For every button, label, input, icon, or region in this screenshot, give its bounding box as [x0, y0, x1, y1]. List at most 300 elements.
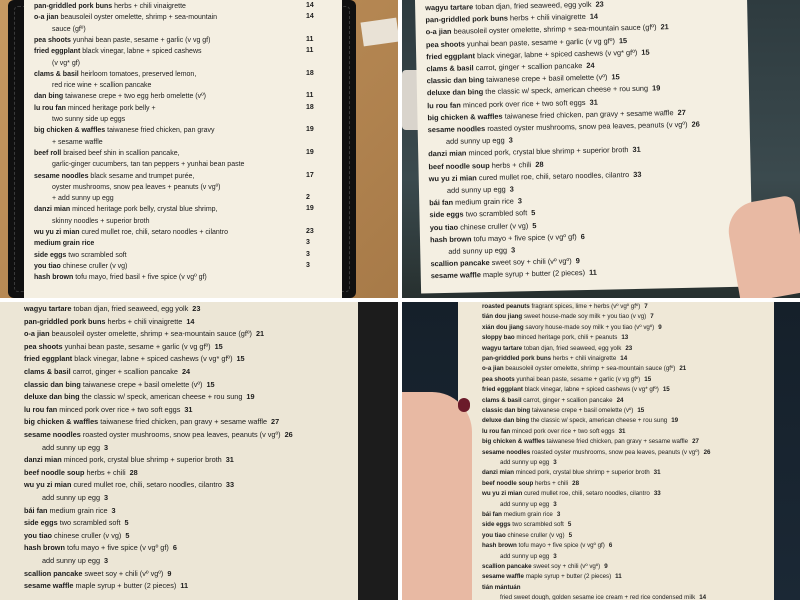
- menu-item-price: 3: [510, 245, 516, 255]
- menu-item: [482, 479, 579, 488]
- menu-item-price: 14: [589, 11, 599, 22]
- menu-item-price: 23: [625, 344, 633, 352]
- menu-item: [500, 458, 557, 467]
- menu-item-name: pan-griddled pork buns: [482, 355, 552, 362]
- menu-item: [429, 170, 642, 183]
- menu-item-description: add sunny up egg: [42, 493, 101, 502]
- menu-item-description: sweet soy + chili (vº vgº): [84, 568, 164, 578]
- menu-item: [482, 427, 625, 436]
- menu-item-description: minced heritage pork, chili + peanuts: [516, 334, 618, 342]
- menu-item-name: fried eggplant: [34, 48, 81, 56]
- menu-item-price: 15: [206, 379, 215, 389]
- menu-item-name: scallion pancake: [24, 568, 83, 578]
- menu-item-price: 18: [306, 69, 314, 77]
- menu-item-name: wagyu tartare: [425, 2, 474, 13]
- menu-item-description: minced pork over rice + two soft eggs: [59, 404, 181, 414]
- menu-item-price: 3: [509, 184, 514, 194]
- menu-item: [24, 430, 293, 439]
- menu-item-description: two sunny side up eggs: [52, 116, 126, 123]
- menu-item-description: minced pork, crystal blue shrimp + superior broth: [63, 455, 222, 465]
- menu-item-description: add sunny up egg: [500, 552, 550, 560]
- menu-item-price: 7: [644, 303, 648, 310]
- menu-item: [42, 556, 108, 565]
- menu-item-name: wagyu tartare: [482, 344, 523, 352]
- menu-item-description: beausoleil oyster omelette, shrimp + sea-mountain: [60, 14, 218, 22]
- menu-item-price: 11: [588, 268, 597, 278]
- menu-item-price: 3: [104, 493, 109, 502]
- menu-item: [427, 72, 620, 85]
- menu-item: [482, 396, 623, 405]
- menu-item-price: 5: [567, 521, 572, 529]
- menu-item-name: bái fan: [482, 511, 502, 518]
- menu-item-name: hash brown: [34, 274, 74, 282]
- menu-item-price: 5: [532, 220, 537, 230]
- menu-item-description: roasted oyster mushrooms, snow pea leaves, peanuts (v vgº): [487, 119, 688, 134]
- menu-item: [52, 194, 114, 203]
- menu-item-price: 19: [306, 205, 314, 213]
- menu-item-description: sauce (gfº): [52, 25, 86, 33]
- menu-item-description: add sunny up egg: [500, 500, 550, 508]
- menu-item-price: 21: [660, 22, 669, 32]
- menu-item-description: taiwanese crepe + basil omelette (vº): [531, 407, 634, 414]
- menu-item-name: you tiao: [24, 530, 52, 540]
- menu-item: [482, 562, 608, 571]
- menu-item-price: 9: [167, 568, 172, 578]
- menu-item-description: + add sunny up egg: [52, 195, 114, 203]
- menu-item-description: cured mullet roe, chili, setaro noodles, cilantro: [478, 169, 630, 183]
- menu-item: [482, 437, 699, 446]
- photo-panel-2: [402, 0, 800, 298]
- menu-item-name: wu yu zi mian: [482, 490, 523, 498]
- menu-item-description: tofu mayo + five spice (v vgº gf): [66, 543, 169, 553]
- menu-item-name: lu rou fan: [24, 404, 58, 414]
- menu-item-description: toban djan, fried seaweed, egg yolk: [73, 304, 189, 313]
- menu-sheet-2: [415, 0, 753, 293]
- menu-item-description: yunhai bean paste, sesame + garlic (v vg gfº): [64, 341, 211, 351]
- menu-item-name: beef noodle soup: [428, 160, 490, 171]
- menu-item-description: braised beef shin in scallion pancake,: [63, 149, 180, 157]
- menu-item: [482, 572, 622, 581]
- menu-item: [482, 489, 661, 498]
- menu-item-price: 3: [306, 250, 310, 258]
- menu-item-description: add sunny up egg: [446, 184, 506, 195]
- menu-item: [430, 256, 579, 268]
- menu-item-description: add sunny up egg: [42, 442, 101, 452]
- menu-item-name: sesame waffle: [430, 270, 481, 281]
- menu-item-description: maple syrup + butter (2 pieces): [482, 268, 586, 280]
- menu-item-description: taiwanese fried chicken, pan gravy + sesame waffle: [100, 417, 268, 427]
- menu-item: [34, 149, 180, 158]
- menu-item-description: sweet soy + chili (vº vgº): [491, 256, 572, 268]
- menu-item-name: danzi mian: [34, 206, 71, 214]
- menu-item-description: minced pork over rice + two soft eggs: [511, 427, 615, 435]
- menu-item: [52, 25, 86, 34]
- menu-item: [427, 97, 598, 110]
- menu-item-description: red rice wine + scallion pancake: [52, 82, 152, 90]
- menu-item-price: 33: [225, 480, 235, 490]
- menu-item: [427, 84, 661, 98]
- menu-item-name: big chicken & waffles: [34, 127, 106, 135]
- menu-item-description: chinese cruller (v vg): [62, 262, 128, 270]
- menu-item: [446, 136, 513, 146]
- menu-item-name: roasted peanuts: [482, 303, 530, 310]
- menu-item: [24, 317, 194, 326]
- menu-item-name: lu rou fan: [482, 427, 511, 435]
- menu-item-description: black vinegar, labne + spiced cashews (v vg* gfº): [74, 354, 233, 364]
- menu-item-description: toban djan, fried seaweed, egg yolk: [523, 344, 622, 352]
- menu-item-name: classic dan bing: [24, 379, 81, 389]
- menu-item-name: sesame waffle: [482, 573, 524, 581]
- photo-panel-4: [402, 302, 800, 600]
- menu-item-name: sesame waffle: [24, 581, 74, 591]
- menu-item-name: fried eggplant: [426, 51, 476, 62]
- menu-item: [34, 239, 94, 248]
- menu-item: [500, 593, 706, 600]
- menu-item-name: deluxe dan bing: [426, 87, 484, 98]
- menu-item-name: danzi mian: [24, 455, 62, 465]
- menu-item: [34, 262, 127, 271]
- menu-item-price: 18: [306, 103, 314, 111]
- menu-item-name: o-a jian: [24, 329, 50, 339]
- menu-item-description: beausoleil oyster omelette, shrimp + sea-mountain sauce (gfº): [505, 365, 676, 373]
- menu-item-description: sweet soy + chili (vº vgº): [533, 563, 601, 570]
- menu-item-price: 9: [604, 563, 608, 570]
- menu-item-name: pan-griddled pork buns: [34, 3, 113, 10]
- menu-item-price: 15: [611, 72, 620, 82]
- menu-item-price: 31: [653, 469, 661, 477]
- menu-item-name: wagyu tartare: [24, 304, 72, 313]
- menu-item-description: two scrambled soft: [512, 521, 564, 529]
- menu-item-name: hash brown: [482, 542, 517, 550]
- menu-item-price: 28: [572, 479, 580, 487]
- menu-item-description: the classic w/ speck, american cheese + rou sung: [485, 84, 649, 97]
- menu-item-name: dan bing: [34, 93, 64, 101]
- menu-item-name: side eggs: [24, 518, 58, 528]
- menu-item-name: beef roll: [34, 149, 62, 157]
- menu-item-description: carrot, ginger + scallion pancake: [523, 396, 613, 404]
- menu-item-description: medium grain rice: [49, 505, 108, 515]
- menu-item-description: herbs + chili: [534, 479, 569, 487]
- menu-item-description: medium grain rice: [455, 196, 514, 207]
- menu-item-price: 5: [125, 530, 130, 540]
- menu-item-price: 11: [306, 35, 314, 43]
- menu-item-name: sesame noodles: [482, 448, 531, 456]
- menu-item-name: scallion pancake: [430, 258, 490, 269]
- menu-item-price: 14: [699, 594, 707, 600]
- menu-item-description: taiwanese crepe + two egg herb omelette (vº): [65, 93, 207, 101]
- menu-item-price: 15: [618, 35, 628, 45]
- menu-item-description: maple syrup + butter (2 pieces): [525, 573, 612, 581]
- menu-item: [34, 92, 206, 101]
- menu-item: [24, 405, 192, 414]
- menu-item-price: 19: [671, 417, 679, 425]
- menu-item-description: + sesame waffle: [52, 138, 103, 146]
- menu-item-name: o-a jian: [482, 365, 504, 373]
- napkin-corner: [361, 18, 398, 47]
- menu-item-price: 14: [620, 355, 628, 362]
- photo-panel-1: [0, 0, 398, 298]
- photo-panel-3: [0, 302, 398, 600]
- menu-item-price: 5: [531, 208, 536, 218]
- menu-item-name: xián dou jiang: [482, 323, 524, 331]
- menu-item: [482, 312, 654, 321]
- menu-item-description: two scrambled soft: [59, 518, 121, 528]
- menu-item-description: fried sweet dough, golden sesame ice cream + red rice condensed milk: [500, 594, 696, 600]
- menu-item-description: cured mullet roe, chili, setaro noodles, cilantro: [73, 480, 222, 490]
- menu-item: [428, 145, 641, 158]
- menu-item-price: 11: [306, 47, 314, 55]
- menu-item-price: 3: [556, 511, 561, 518]
- menu-item-name: tián dou jiang: [482, 313, 523, 321]
- menu-item-description: minced pork, crystal blue shrimp + superior broth: [468, 145, 629, 158]
- menu-item: [482, 364, 686, 373]
- menu-item: [34, 2, 186, 11]
- menu-item-description: beausoleil oyster omelette, shrimp + sea-mountain sauce (gfº): [51, 329, 252, 339]
- menu-item-description: herbs + chili vinaigrette: [107, 316, 183, 326]
- menu-item-price: 33: [633, 169, 642, 179]
- menu-item-description: savory house-made soy milk + you tiao (vº vgº): [525, 323, 655, 331]
- menu-item-description: the classic w/ speck, american cheese + rou sung: [81, 392, 243, 402]
- menu-item-price: 3: [517, 196, 523, 206]
- menu-item: [431, 268, 597, 280]
- menu-item: [482, 583, 525, 592]
- menu-item-description: black vinegar, labne + spiced cashews: [82, 48, 202, 56]
- menu-item: [447, 184, 514, 194]
- menu-item: [448, 245, 515, 255]
- menu-item-price: 31: [184, 404, 193, 414]
- menu-item: [52, 138, 103, 147]
- menu-item-price: 19: [652, 83, 661, 93]
- menu-item-price: 28: [535, 159, 544, 169]
- menu-item-description: herbs + chili vinaigrette: [114, 3, 186, 10]
- menu-item: [24, 367, 190, 376]
- menu-item: [430, 221, 537, 232]
- menu-item-price: 19: [306, 148, 314, 156]
- menu-item-price: 5: [568, 531, 573, 539]
- menu-item-price: 31: [632, 145, 641, 155]
- menu-item-price: 15: [641, 47, 650, 57]
- menu-item: [430, 232, 585, 244]
- menu-item-name: pea shoots: [34, 36, 71, 44]
- menu-item-price: 27: [692, 438, 699, 446]
- menu-item: [24, 506, 116, 515]
- menu-item: [482, 541, 612, 550]
- menu-item-name: big chicken & waffles: [482, 438, 545, 446]
- menu-item-description: tofu mayo + five spice (v vgº gf): [518, 542, 605, 550]
- menu-item-price: 3: [553, 552, 557, 560]
- menu-item-description: (v vg* gf): [52, 59, 81, 67]
- menu-item-description: yunhai bean paste, sesame + garlic (v vg gf): [72, 36, 211, 44]
- menu-item-name: sesame noodles: [24, 430, 81, 439]
- menu-item: [52, 59, 80, 68]
- menu-item-name: fried eggplant: [24, 354, 73, 364]
- menu-item-price: 5: [124, 518, 129, 528]
- menu-item: [52, 115, 125, 124]
- menu-item-price: 14: [306, 2, 314, 9]
- menu-item-description: roasted oyster mushrooms, snow pea leaves, peanuts (v vgº): [82, 430, 281, 439]
- menu-item-name: beef noodle soup: [482, 479, 534, 487]
- menu-item: [482, 448, 710, 457]
- menu-item-name: side eggs: [429, 209, 464, 220]
- menu-item-name: pan-griddled pork buns: [425, 13, 509, 25]
- menu-item-price: 31: [225, 455, 234, 465]
- menu-item: [482, 468, 661, 477]
- menu-item-price: 6: [580, 231, 585, 241]
- menu-item-description: chinese cruller (v vg): [460, 220, 529, 232]
- menu-item-price: 24: [181, 367, 191, 376]
- menu-item-description: taiwanese crepe + basil omelette (vº): [486, 72, 608, 85]
- menu-sheet-3: [0, 302, 358, 600]
- menu-item-name: medium grain rice: [34, 240, 95, 248]
- menu-item: [500, 552, 557, 561]
- menu-item-price: 28: [129, 467, 138, 477]
- menu-item-price: 19: [246, 392, 255, 402]
- menu-item: [34, 126, 215, 135]
- menu-item: [24, 417, 279, 426]
- menu-item-price: 21: [679, 365, 687, 373]
- menu-item: [34, 104, 156, 113]
- menu-item: [482, 333, 628, 342]
- menu-item-price: 3: [306, 261, 310, 269]
- menu-item: [42, 443, 108, 452]
- menu-item: [426, 36, 627, 49]
- menu-item-name: sesame noodles: [34, 172, 89, 180]
- menu-item: [42, 493, 108, 502]
- menu-item-price: 23: [306, 228, 314, 235]
- menu-item-description: minced heritage pork belly, crystal blue shrimp,: [72, 206, 218, 214]
- menu-item-name: clams & basil: [426, 63, 474, 74]
- menu-item-description: yunhai bean paste, sesame + garlic (v vg gfº): [466, 35, 615, 49]
- menu-item-name: you tiao: [429, 222, 459, 232]
- menu-item-price: 14: [186, 316, 195, 326]
- menu-item-price: 3: [104, 442, 109, 452]
- menu-item-name: o-a jian: [34, 14, 59, 22]
- menu-item: [52, 183, 221, 192]
- menu-item: [34, 13, 217, 22]
- menu-item-name: side eggs: [34, 251, 67, 259]
- menu-item-name: clams & basil: [482, 396, 522, 404]
- menu-item-name: classic dan bing: [426, 75, 485, 86]
- menu-item-price: 26: [284, 430, 293, 439]
- menu-item-name: sloppy bao: [482, 334, 515, 342]
- menu-item-name: you tiao: [482, 531, 506, 539]
- menu-item-name: lu rou fan: [34, 104, 66, 112]
- menu-item-price: 3: [508, 135, 513, 145]
- menu-item-description: carrot, ginger + scallion pancake: [475, 61, 583, 73]
- menu-item: [24, 581, 188, 590]
- menu-item-description: toban djan, fried seaweed, egg yolk: [475, 0, 592, 12]
- menu-item-name: hash brown: [24, 543, 65, 553]
- menu-item: [482, 385, 670, 394]
- menu-item: [34, 273, 207, 282]
- menu-item: [24, 392, 255, 401]
- menu-item-description: black sesame and trumpet purée,: [90, 172, 195, 180]
- menu-item: [34, 47, 202, 56]
- menu-item-name: beef noodle soup: [24, 467, 85, 477]
- menu-item: [24, 569, 171, 578]
- menu-item: [482, 416, 678, 425]
- menu-item-price: 26: [691, 119, 700, 129]
- menu-item-description: the classic w/ speck, american cheese + rou sung: [530, 417, 668, 425]
- menu-item-description: two scrambled soft: [68, 251, 127, 259]
- menu-item-description: minced heritage pork belly +: [67, 104, 156, 112]
- menu-item-name: wu yu zi mian: [24, 480, 72, 490]
- menu-item-description: add sunny up egg: [445, 135, 505, 147]
- menu-item: [34, 251, 127, 260]
- menu-item-description: herbs + chili vinaigrette: [552, 355, 617, 362]
- menu-item-description: yunhai bean paste, sesame + garlic (v vg gfº): [516, 375, 641, 383]
- menu-item-description: black vinegar, labne + spiced cashews (v vg* gfº): [477, 47, 638, 61]
- menu-item: [482, 302, 648, 311]
- menu-item-price: 23: [192, 304, 201, 313]
- menu-item-name: deluxe dan bing: [482, 417, 530, 425]
- menu-item-description: tofu mayo + five spice (v vgº gf): [473, 231, 577, 244]
- menu-item-description: taiwanese fried chicken, pan gravy + sesame waffle: [504, 107, 674, 121]
- menu-item: [482, 510, 560, 519]
- menu-item: [500, 500, 557, 509]
- menu-item: [482, 344, 632, 353]
- menu-item: [24, 354, 245, 363]
- menu-item-name: big chicken & waffles: [427, 111, 503, 123]
- menu-item-price: 23: [595, 0, 604, 9]
- menu-item-description: herbs + chili: [491, 159, 532, 170]
- menu-item: [34, 172, 194, 181]
- menu-item-price: 24: [586, 60, 595, 70]
- menu-item: [34, 36, 210, 45]
- menu-item: [34, 228, 228, 237]
- menu-item-name: scallion pancake: [482, 563, 532, 570]
- menu-item-name: danzi mian: [428, 148, 467, 159]
- menu-item-description: minced pork over rice + two soft eggs: [462, 97, 586, 110]
- menu-item-name: tián mántuán: [482, 583, 521, 591]
- menu-item: [24, 480, 234, 489]
- menu-item-price: 9: [575, 256, 580, 266]
- menu-item-description: black vinegar, labne + spiced cashews (v vg* gfº): [524, 386, 659, 394]
- menu-item: [34, 205, 218, 214]
- menu-item-price: 9: [658, 323, 662, 331]
- menu-item-price: 15: [214, 341, 223, 351]
- menu-item-description: taiwanese fried chicken, pan gravy + sesame waffle: [546, 438, 689, 446]
- menu-item: [482, 531, 572, 540]
- menu-item-name: sesame noodles: [427, 124, 486, 135]
- menu-item: [24, 342, 223, 351]
- menu-item: [34, 70, 196, 79]
- menu-item-name: o-a jian: [425, 27, 452, 37]
- menu-item-price: 2: [306, 194, 310, 202]
- menu-item-price: 11: [615, 573, 622, 581]
- menu-item-description: carrot, ginger + scallion pancake: [72, 367, 178, 376]
- menu-item-price: 31: [589, 97, 598, 107]
- menu-item-price: 15: [236, 354, 245, 364]
- menu-item-name: big chicken & waffles: [24, 417, 99, 427]
- menu-item-name: fried eggplant: [482, 386, 523, 394]
- menu-item-name: pea shoots: [24, 341, 63, 351]
- menu-item-price: 15: [637, 407, 645, 414]
- menu-item-description: cured mullet roe, chili, setaro noodles, cilantro: [523, 490, 650, 498]
- menu-item: [24, 304, 200, 313]
- menu-item-description: chinese cruller (v vg): [54, 530, 122, 540]
- menu-item: [482, 375, 651, 384]
- menu-item-description: roasted oyster mushrooms, snow pea leaves, peanuts (v vgº): [531, 448, 700, 456]
- menu-item-price: 6: [608, 542, 613, 550]
- menu-item-description: taiwanese crepe + basil omelette (vº): [82, 379, 203, 389]
- menu-item-description: chinese cruller (v vg): [507, 531, 565, 539]
- menu-item-description: add sunny up egg: [448, 245, 508, 256]
- menu-item: [52, 81, 151, 90]
- menu-item-price: 31: [618, 427, 626, 435]
- menu-item: [426, 47, 650, 61]
- menu-item-description: heirloom tomatoes, preserved lemon,: [80, 70, 197, 78]
